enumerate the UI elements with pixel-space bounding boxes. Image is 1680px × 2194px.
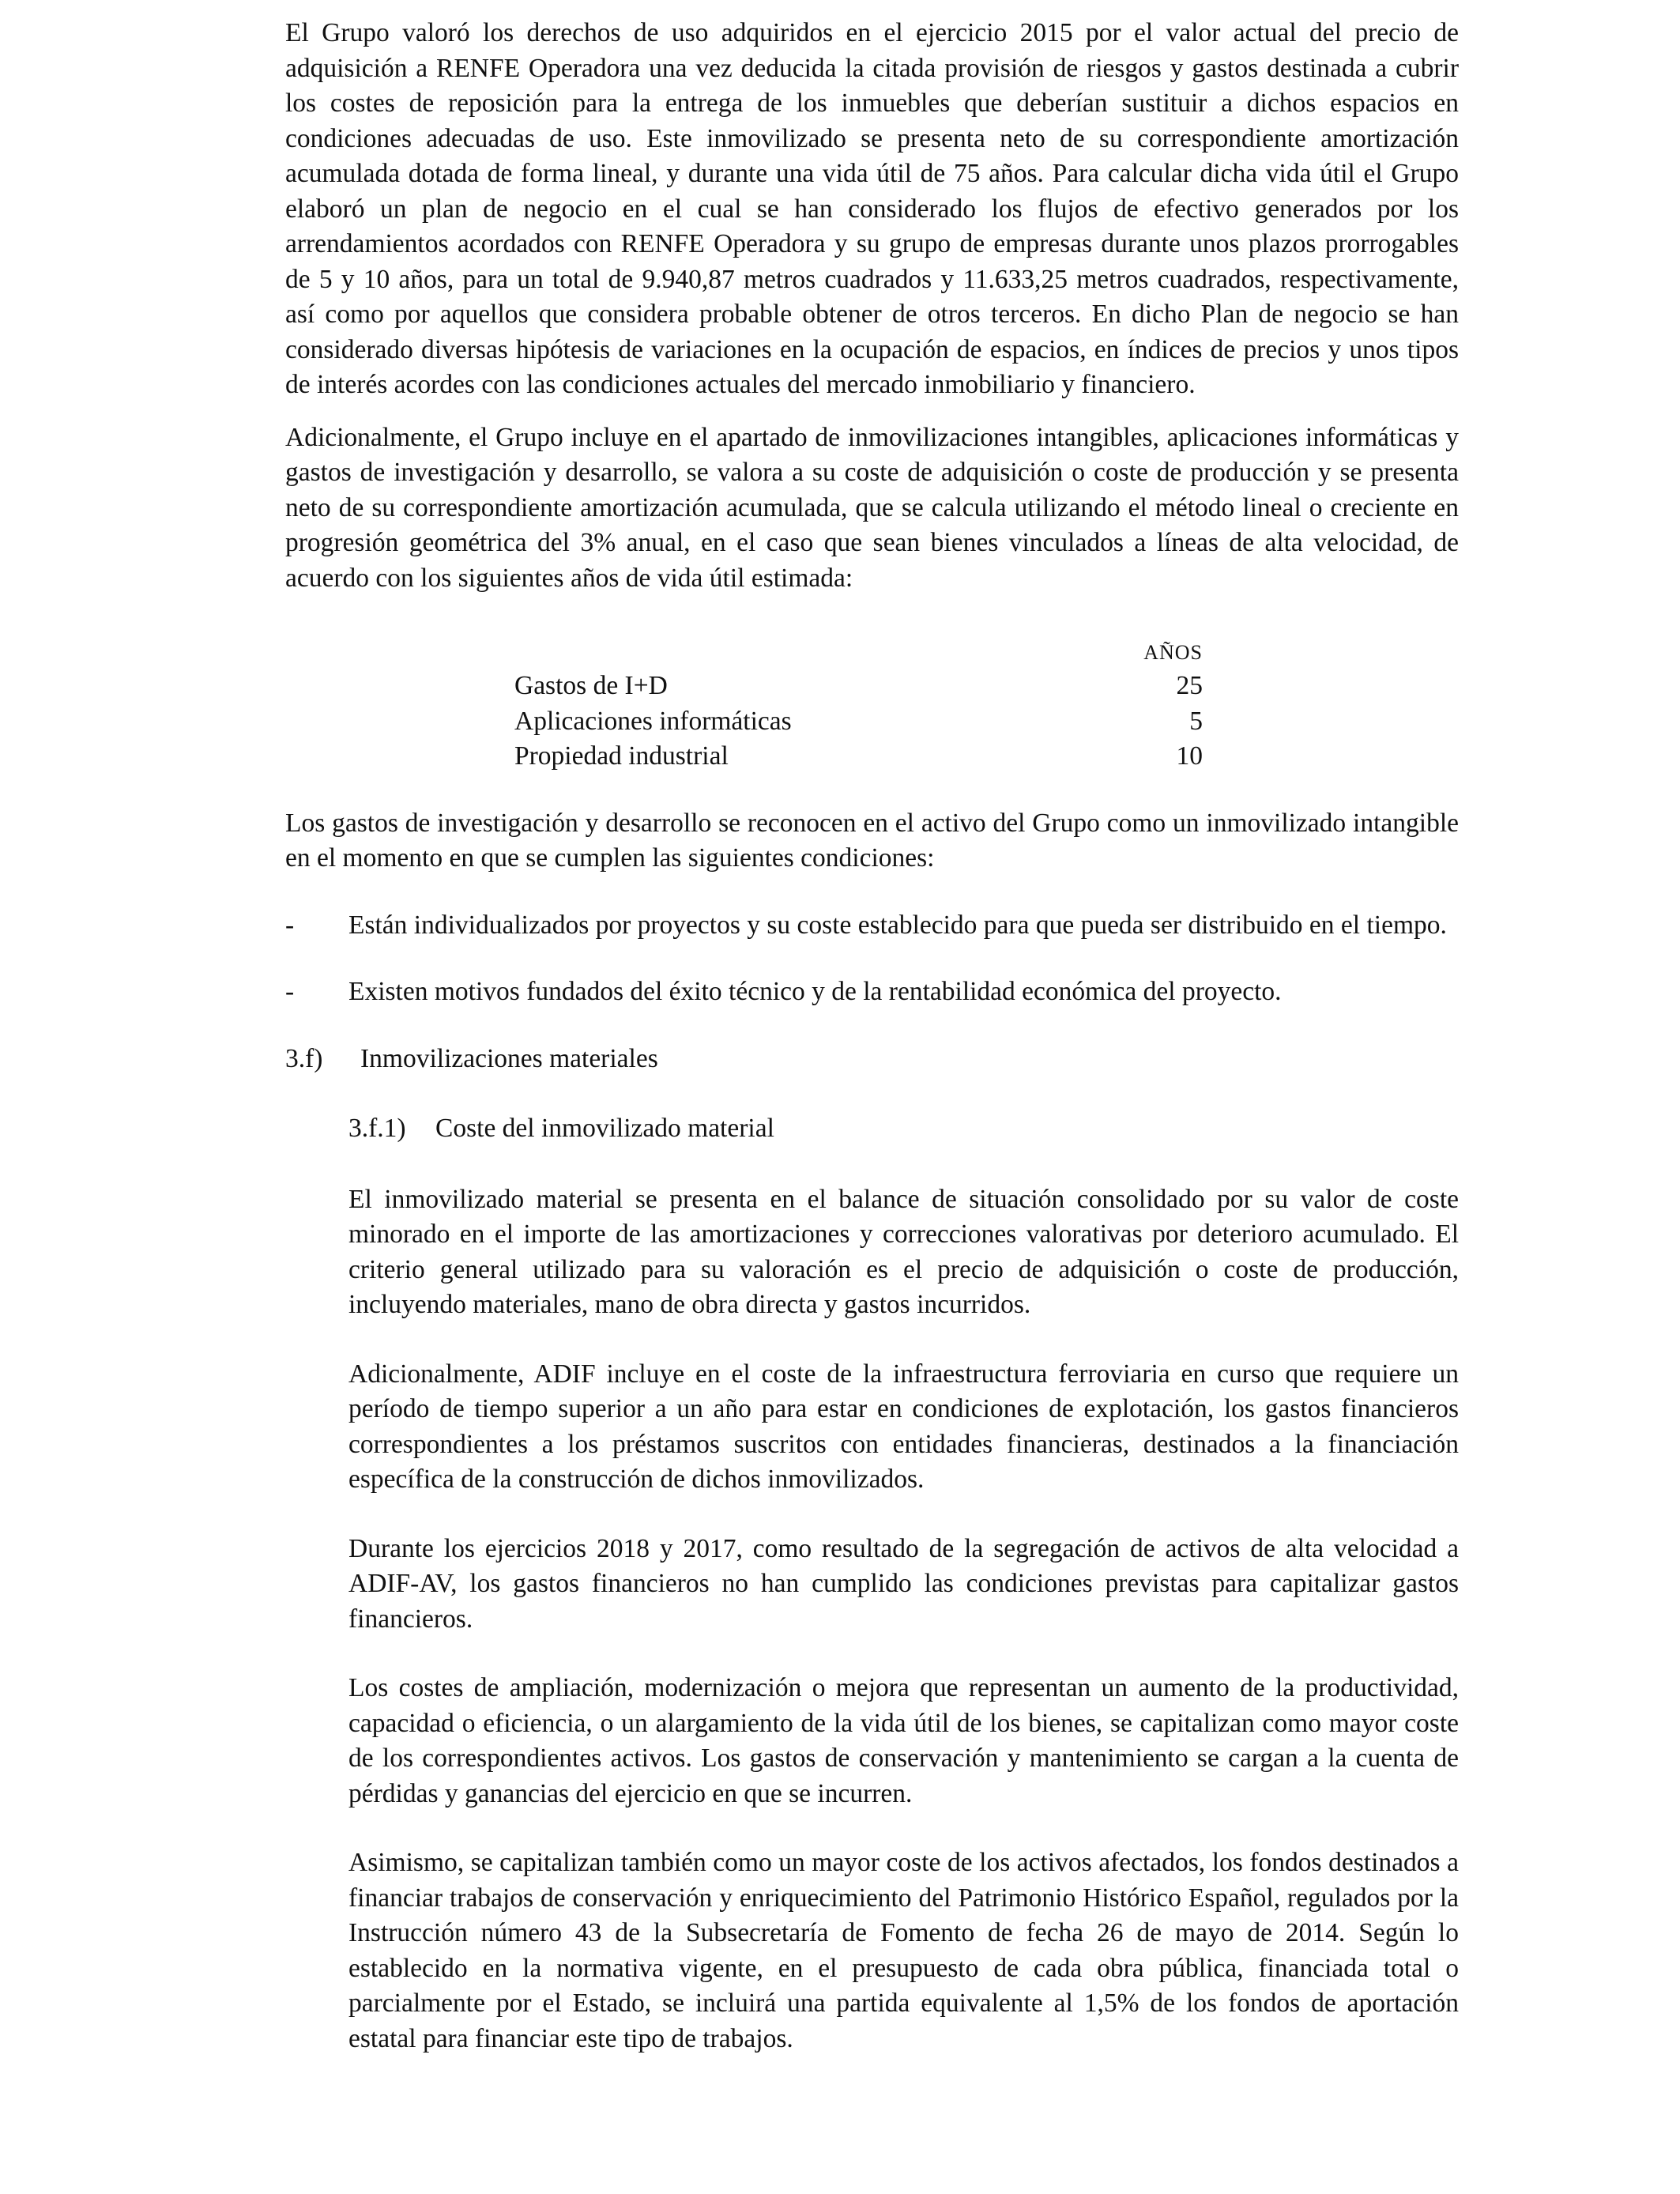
subsection-title: Coste del inmovilizado material (435, 1114, 774, 1143)
list-item (285, 908, 1459, 944)
section-heading (285, 1042, 1459, 1077)
paragraph-coste-inmovilizado: El inmovilizado material se presenta en el balance de situación consolidado por su valor de coste minorado en el importe de las amortizaciones y correcciones valorativas por deterioro acumulado. El criterio general utilizado para su valoración es el precio de adquisición o coste de producción, incluyendo materiales, mano de obra directa y gastos incurridos. (348, 1184, 1459, 1319)
subsection-number: 3.f.1) (348, 1114, 406, 1143)
subsection-block (348, 1111, 1459, 2056)
table-row-label: Aplicaciones informáticas (514, 706, 792, 736)
subsection-heading (348, 1111, 1459, 1147)
table-row-label: Gastos de I+D (514, 671, 668, 700)
section-number: 3.f) (285, 1043, 323, 1073)
list-item-text: Existen motivos fundados del éxito técnico y de la rentabilidad económica del proyecto. (348, 977, 1282, 1006)
years-column-header: AÑOS (1143, 641, 1203, 664)
table-header-row (514, 637, 1203, 669)
list-item-text: Están individualizados por proyectos y su coste establecido para que pueda ser distribuido en el tiempo. (348, 910, 1447, 940)
table-row (514, 739, 1203, 775)
paragraph-gastos-financieros-adif: Adicionalmente, ADIF incluye en el coste de la infraestructura ferroviaria en curso que requiere un período de tiempo superior a un año para estar en condiciones de explotación, los gastos financieros correspondientes a los préstamos suscritos con entidades financieras, destinados a la financiación específica de la construcción de dichos inmovilizados. (348, 1359, 1459, 1494)
table-row-label: Propiedad industrial (514, 741, 729, 771)
paragraph-patrimonio-historico: Asimismo, se capitalizan también como un mayor coste de los activos afectados, los fondos destinados a financiar trabajos de conservación y enriquecimiento del Patrimonio Histórico Español, regulados por la Instrucción número 43 de la Subsecretaría de Fomento de fecha 26 de mayo de 2014. Según lo establecido en la normativa vigente, en el presupuesto de cada obra pública, financiada total o parcialmente por el Estado, se incluirá una partida equivalente al 1,5% de los fondos de aportación estatal para financiar este tipo de trabajos. (348, 1848, 1459, 2053)
paragraph-gastos-id: Los gastos de investigación y desarrollo se reconocen en el activo del Grupo como un inmovilizado intangible en el momento en que se cumplen las siguientes condiciones: (285, 808, 1459, 873)
table-row (514, 669, 1203, 704)
paragraph-inmovilizaciones-intangibles: Adicionalmente, el Grupo incluye en el apartado de inmovilizaciones intangibles, aplicaciones informáticas y gastos de investigación y desarrollo, se valora a su coste de adquisición o coste de producción y se presenta neto de su correspondiente amortización acumulada, que se calcula utilizando el método lineal o creciente en progresión geométrica del 3% anual, en el caso que sean bienes vinculados a líneas de alta velocidad, de acuerdo con los siguientes años de vida útil estimada: (285, 422, 1459, 593)
useful-life-table (514, 637, 1203, 775)
table-row-value: 10 (1176, 741, 1203, 771)
document-page (285, 16, 1459, 2056)
section-title: Inmovilizaciones materiales (360, 1043, 658, 1073)
table-row-value: 5 (1189, 706, 1203, 736)
paragraph-ejercicios-2018-2017: Durante los ejercicios 2018 y 2017, como resultado de la segregación de activos de alta velocidad a ADIF-AV, los gastos financieros no han cumplido las condiciones previstas para capitalizar gastos financieros. (348, 1533, 1459, 1634)
list-item (285, 974, 1459, 1010)
table-row-value: 25 (1176, 671, 1203, 700)
paragraph-derechos-uso: El Grupo valoró los derechos de uso adquiridos en el ejercicio 2015 por el valor actual del precio de adquisición a RENFE Operadora una vez deducida la citada provisión de riesgos y gastos destinada a cubrir los costes de reposición para la entrega de los inmuebles que deberían sustituir a dichos espacios en condiciones adecuadas de uso. Este inmovilizado se presenta neto de su correspondiente amortización acumulada dotada de forma lineal, y durante una vida útil de 75 años. Para calcular dicha vida útil el Grupo elaboró un plan de negocio en el cual se han considerado los flujos de efectivo generados por los arrendamientos acordados con RENFE Operadora y su grupo de empresas durante unos plazos prorrogables de 5 y 10 años, para un total de 9.940,87 metros cuadrados y 11.633,25 metros cuadrados, respectivamente, así como por aquellos que considera probable obtener de otros terceros. En dicho Plan de negocio se han considerado diversas hipótesis de variaciones en la ocupación de espacios, en índices de precios y unos tipos de interés acordes con las condiciones actuales del mercado inmobiliario y financiero. (285, 18, 1459, 399)
bullet-dash: - (285, 910, 295, 940)
table-row (514, 704, 1203, 740)
paragraph-costes-ampliacion: Los costes de ampliación, modernización o mejora que representan un aumento de la productividad, capacidad o eficiencia, o un alargamiento de la vida útil de los bienes, se capitalizan como mayor coste de los correspondientes activos. Los gastos de conservación y mantenimiento se cargan a la cuenta de pérdidas y ganancias del ejercicio en que se incurren. (348, 1673, 1459, 1808)
bullet-dash: - (285, 977, 295, 1006)
